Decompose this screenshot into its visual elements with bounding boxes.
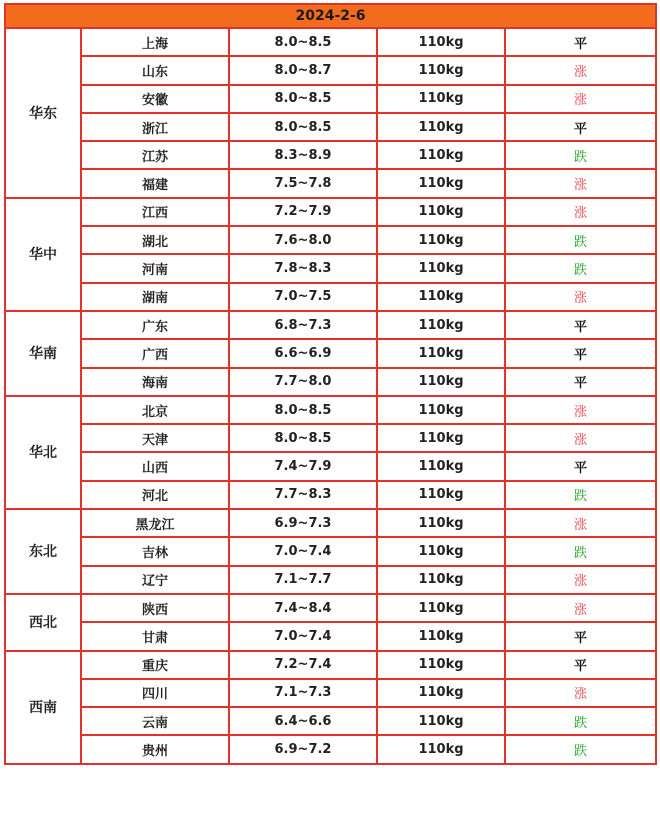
trend-cell: 平 <box>505 311 656 339</box>
weight-cell: 110kg <box>377 141 505 169</box>
weight-cell: 110kg <box>377 509 505 537</box>
region-cell: 华北 <box>5 396 81 509</box>
trend-cell: 涨 <box>505 679 656 707</box>
table-row <box>5 198 656 226</box>
table-row <box>5 226 656 254</box>
table-row <box>5 537 656 565</box>
province-cell: 山西 <box>81 452 229 480</box>
table-row <box>5 339 656 367</box>
province-cell: 重庆 <box>81 651 229 679</box>
weight-cell: 110kg <box>377 707 505 735</box>
table-row <box>5 169 656 197</box>
table-row <box>5 679 656 707</box>
table-row <box>5 368 656 396</box>
region-cell: 东北 <box>5 509 81 594</box>
price-range-cell: 8.0~8.5 <box>229 424 377 452</box>
region-cell: 华东 <box>5 28 81 198</box>
trend-cell: 平 <box>505 622 656 650</box>
price-range-cell: 8.0~8.5 <box>229 396 377 424</box>
province-cell: 山东 <box>81 56 229 84</box>
table-row <box>5 28 656 56</box>
trend-cell: 涨 <box>505 198 656 226</box>
province-cell: 河北 <box>81 481 229 509</box>
price-range-cell: 6.6~6.9 <box>229 339 377 367</box>
province-cell: 甘肃 <box>81 622 229 650</box>
table-row <box>5 707 656 735</box>
weight-cell: 110kg <box>377 85 505 113</box>
price-range-cell: 6.8~7.3 <box>229 311 377 339</box>
price-range-cell: 8.0~8.5 <box>229 28 377 56</box>
price-range-cell: 7.8~8.3 <box>229 254 377 282</box>
trend-cell: 涨 <box>505 169 656 197</box>
table-row <box>5 254 656 282</box>
weight-cell: 110kg <box>377 226 505 254</box>
province-cell: 贵州 <box>81 735 229 763</box>
weight-cell: 110kg <box>377 651 505 679</box>
price-table-container <box>4 3 655 765</box>
table-row <box>5 311 656 339</box>
price-range-cell: 6.9~7.3 <box>229 509 377 537</box>
trend-cell: 跌 <box>505 537 656 565</box>
table-row <box>5 452 656 480</box>
price-range-cell: 7.6~8.0 <box>229 226 377 254</box>
province-cell: 广东 <box>81 311 229 339</box>
province-cell: 浙江 <box>81 113 229 141</box>
table-row <box>5 396 656 424</box>
weight-cell: 110kg <box>377 56 505 84</box>
province-cell: 江苏 <box>81 141 229 169</box>
province-cell: 河南 <box>81 254 229 282</box>
trend-cell: 平 <box>505 452 656 480</box>
weight-cell: 110kg <box>377 169 505 197</box>
trend-cell: 涨 <box>505 396 656 424</box>
price-range-cell: 8.0~8.7 <box>229 56 377 84</box>
province-cell: 湖南 <box>81 283 229 311</box>
weight-cell: 110kg <box>377 339 505 367</box>
weight-cell: 110kg <box>377 28 505 56</box>
table-row <box>5 113 656 141</box>
price-range-cell: 7.2~7.9 <box>229 198 377 226</box>
price-range-cell: 8.3~8.9 <box>229 141 377 169</box>
price-range-cell: 8.0~8.5 <box>229 85 377 113</box>
trend-cell: 平 <box>505 368 656 396</box>
weight-cell: 110kg <box>377 537 505 565</box>
province-cell: 黑龙江 <box>81 509 229 537</box>
trend-cell: 跌 <box>505 141 656 169</box>
weight-cell: 110kg <box>377 566 505 594</box>
price-range-cell: 6.9~7.2 <box>229 735 377 763</box>
trend-cell: 跌 <box>505 735 656 763</box>
price-range-cell: 7.4~8.4 <box>229 594 377 622</box>
trend-cell: 跌 <box>505 481 656 509</box>
trend-cell: 跌 <box>505 226 656 254</box>
province-cell: 广西 <box>81 339 229 367</box>
trend-cell: 平 <box>505 339 656 367</box>
weight-cell: 110kg <box>377 198 505 226</box>
weight-cell: 110kg <box>377 594 505 622</box>
province-cell: 湖北 <box>81 226 229 254</box>
price-range-cell: 7.5~7.8 <box>229 169 377 197</box>
province-cell: 安徽 <box>81 85 229 113</box>
hog-price-table <box>4 3 657 765</box>
province-cell: 天津 <box>81 424 229 452</box>
table-row <box>5 283 656 311</box>
trend-cell: 涨 <box>505 283 656 311</box>
table-row <box>5 594 656 622</box>
table-row <box>5 141 656 169</box>
region-cell: 西北 <box>5 594 81 651</box>
province-cell: 上海 <box>81 28 229 56</box>
trend-cell: 涨 <box>505 509 656 537</box>
weight-cell: 110kg <box>377 283 505 311</box>
weight-cell: 110kg <box>377 622 505 650</box>
trend-cell: 涨 <box>505 594 656 622</box>
header-row <box>5 4 656 28</box>
price-range-cell: 7.1~7.3 <box>229 679 377 707</box>
trend-cell: 涨 <box>505 85 656 113</box>
price-range-cell: 7.7~8.0 <box>229 368 377 396</box>
trend-cell: 涨 <box>505 566 656 594</box>
weight-cell: 110kg <box>377 311 505 339</box>
trend-cell: 平 <box>505 28 656 56</box>
table-body <box>5 4 656 764</box>
province-cell: 福建 <box>81 169 229 197</box>
weight-cell: 110kg <box>377 368 505 396</box>
table-row <box>5 735 656 763</box>
weight-cell: 110kg <box>377 396 505 424</box>
province-cell: 陕西 <box>81 594 229 622</box>
province-cell: 辽宁 <box>81 566 229 594</box>
weight-cell: 110kg <box>377 254 505 282</box>
weight-cell: 110kg <box>377 679 505 707</box>
price-range-cell: 7.0~7.4 <box>229 622 377 650</box>
province-cell: 北京 <box>81 396 229 424</box>
price-range-cell: 7.1~7.7 <box>229 566 377 594</box>
trend-cell: 平 <box>505 651 656 679</box>
region-cell: 华中 <box>5 198 81 311</box>
price-range-cell: 6.4~6.6 <box>229 707 377 735</box>
province-cell: 云南 <box>81 707 229 735</box>
region-cell: 华南 <box>5 311 81 396</box>
trend-cell: 跌 <box>505 254 656 282</box>
table-row <box>5 481 656 509</box>
price-range-cell: 8.0~8.5 <box>229 113 377 141</box>
table-row <box>5 509 656 537</box>
province-cell: 江西 <box>81 198 229 226</box>
region-cell: 西南 <box>5 651 81 764</box>
table-row <box>5 424 656 452</box>
trend-cell: 涨 <box>505 424 656 452</box>
weight-cell: 110kg <box>377 481 505 509</box>
weight-cell: 110kg <box>377 424 505 452</box>
province-cell: 吉林 <box>81 537 229 565</box>
price-range-cell: 7.4~7.9 <box>229 452 377 480</box>
price-range-cell: 7.0~7.4 <box>229 537 377 565</box>
table-row <box>5 85 656 113</box>
weight-cell: 110kg <box>377 735 505 763</box>
trend-cell: 平 <box>505 113 656 141</box>
table-row <box>5 651 656 679</box>
date-header: 2024-2-6 <box>5 4 656 28</box>
table-row <box>5 566 656 594</box>
price-range-cell: 7.0~7.5 <box>229 283 377 311</box>
trend-cell: 涨 <box>505 56 656 84</box>
price-range-cell: 7.7~8.3 <box>229 481 377 509</box>
table-row <box>5 56 656 84</box>
trend-cell: 跌 <box>505 707 656 735</box>
province-cell: 海南 <box>81 368 229 396</box>
weight-cell: 110kg <box>377 452 505 480</box>
weight-cell: 110kg <box>377 113 505 141</box>
price-range-cell: 7.2~7.4 <box>229 651 377 679</box>
table-row <box>5 622 656 650</box>
province-cell: 四川 <box>81 679 229 707</box>
